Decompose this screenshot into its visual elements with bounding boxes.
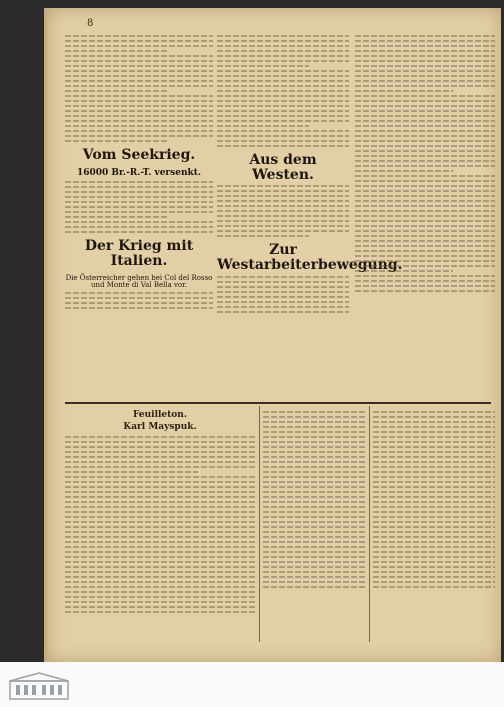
column-right-upper (355, 32, 495, 412)
viewer-footer (0, 662, 504, 707)
column-middle-upper (217, 32, 403, 412)
lower-right-column (373, 408, 495, 640)
headline-krieg-italien: Der Krieg mit Italien. (84, 238, 194, 269)
column-rule (259, 406, 260, 642)
headline-oesterreicher: Die Österreicher gehen bei Col del Rosso und Monte di Val Bella vor. (65, 273, 213, 289)
story-title: Karl Mayspuk. (123, 422, 197, 432)
column-rule (369, 406, 370, 642)
newspaper-page (44, 8, 501, 662)
section-divider (65, 402, 491, 404)
page-number: 8 (87, 18, 94, 29)
library-building-logo (8, 671, 70, 701)
headline-westen: Aus dem Westen. (249, 152, 317, 183)
feuilleton-header: Feuilleton. (133, 410, 187, 420)
headline-versenkt: 16000 Br.-R.-T. versenkt. (76, 167, 202, 178)
headline-westarbeiter: Zur Westarbeiterbewegung. (217, 242, 403, 274)
column-left-upper (65, 32, 213, 412)
lower-middle-column (263, 408, 365, 640)
feuilleton-column (65, 408, 255, 640)
headline-seekrieg: Vom Seekrieg. (82, 147, 196, 163)
